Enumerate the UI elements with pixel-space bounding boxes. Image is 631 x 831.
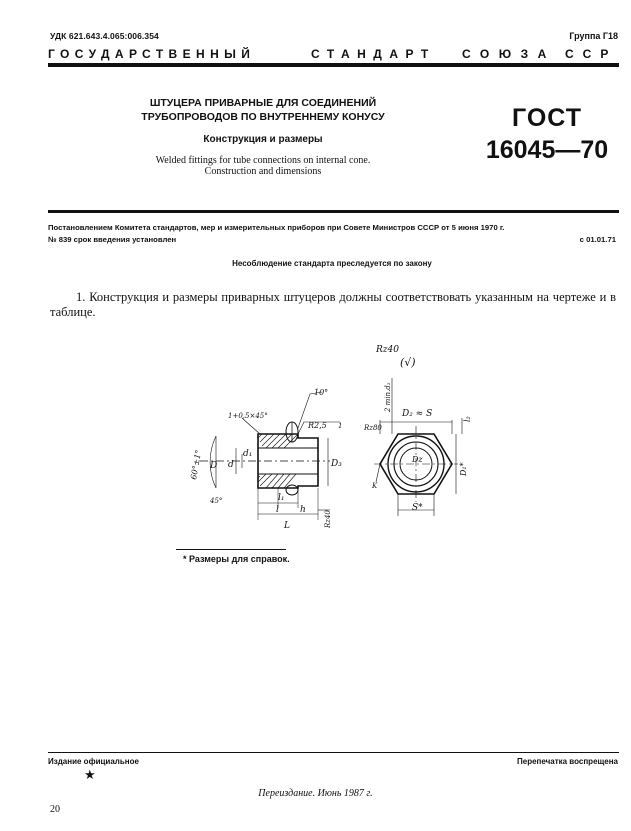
page-number: 20 <box>50 804 60 815</box>
gost-label: ГОСТ <box>512 104 582 132</box>
title-english <box>98 155 428 177</box>
roughness-rz80-label: Rz80 <box>364 424 382 432</box>
paragraph-1: 1. Конструкция и размеры приварных штуцеров должны соответствовать указанным на чертеже и в таблице. <box>50 290 616 319</box>
banner-word-1: ГОСУДАРСТВЕННЫЙ <box>48 47 256 61</box>
star-icon: ★ <box>84 767 96 782</box>
decree-line-1: Постановлением Комитета стандартов, мер и измерительных приборов при Совете Министров СССР от 5 июня 1970 г. <box>48 223 505 232</box>
dim-d1-star-label: D₁* <box>459 462 468 476</box>
angle-10-label: 10° <box>314 388 329 397</box>
decree-text <box>48 222 616 246</box>
dim-l-label: l <box>276 505 279 515</box>
fitting-drawing <box>180 338 500 543</box>
roughness-mark: (√) <box>400 356 416 369</box>
angle-60-label: 60°±1° <box>189 449 204 481</box>
dim-h-label: h <box>300 505 306 515</box>
reprint-ban-label: Перепечатка воспрещена <box>517 757 618 766</box>
title-russian <box>98 96 428 124</box>
udk-code: УДК 621.643.4.065:006.354 <box>50 31 159 41</box>
title-en-line-1: Welded fittings for tube connections on internal cone. <box>155 155 371 166</box>
dim-d2s-label: D₂ ≈ S <box>402 409 433 419</box>
dim-2min-label: 2 min.d₂ <box>384 382 392 412</box>
title-ru-line-1: ШТУЦЕРА ПРИВАРНЫЕ ДЛЯ СОЕДИНЕНИЙ <box>149 97 377 109</box>
decree-line-2: № 839 срок введения установлен <box>48 235 177 244</box>
title-ru-line-2: ТРУБОПРОВОДОВ ПО ВНУТРЕННЕМУ КОНУСУ <box>141 111 385 123</box>
roughness-r25-suffix: 1 <box>338 422 343 430</box>
state-standard-banner <box>48 47 618 61</box>
decree-date: с 01.01.71 <box>579 235 616 244</box>
top-rule <box>48 63 619 67</box>
dim-dz-label: Dz <box>412 455 423 464</box>
dim-d3-label: D₃ <box>331 459 342 469</box>
dim-l1-label: l₁ <box>278 493 285 503</box>
subtitle-russian: Конструкция и размеры <box>203 134 323 145</box>
dim-d-small-label: d <box>228 460 234 470</box>
dim-l2-label: l₂ <box>463 416 472 422</box>
banner-word-3: СОЮЗА <box>462 47 556 61</box>
chamfer-label: 1+0,5×45° <box>228 412 268 420</box>
angle-45-label: 45° <box>210 497 223 505</box>
footnote: * Размеры для справок. <box>183 554 290 564</box>
roughness-r25-label: R2,5 <box>308 421 327 430</box>
edition-label: Издание официальное <box>48 757 139 766</box>
title-en-line-2: Construction and dimensions <box>204 166 322 177</box>
banner-word-4: ССР <box>565 47 618 61</box>
gost-number: 16045—70 <box>485 136 609 164</box>
footnote-rule <box>176 549 286 550</box>
dim-s-star-label: S* <box>412 503 423 513</box>
dim-d-label: D <box>210 461 218 471</box>
violation-notice: Несоблюдение стандарта преследуется по закону <box>232 259 432 268</box>
dim-k-label: K <box>372 482 378 490</box>
bottom-rule <box>48 752 619 753</box>
group-code: Группа Г18 <box>569 31 618 41</box>
roughness-top-label: Rz40 <box>376 345 399 355</box>
roughness-rz40-side: Rz40 <box>324 510 332 528</box>
middle-rule <box>48 210 619 213</box>
dim-d1-label: d₁ <box>243 449 253 459</box>
reissue-note: Переиздание. Июнь 1987 г. <box>258 788 373 799</box>
dim-big-l-label: L <box>284 521 290 531</box>
banner-word-2: СТАНДАРТ <box>311 47 436 61</box>
